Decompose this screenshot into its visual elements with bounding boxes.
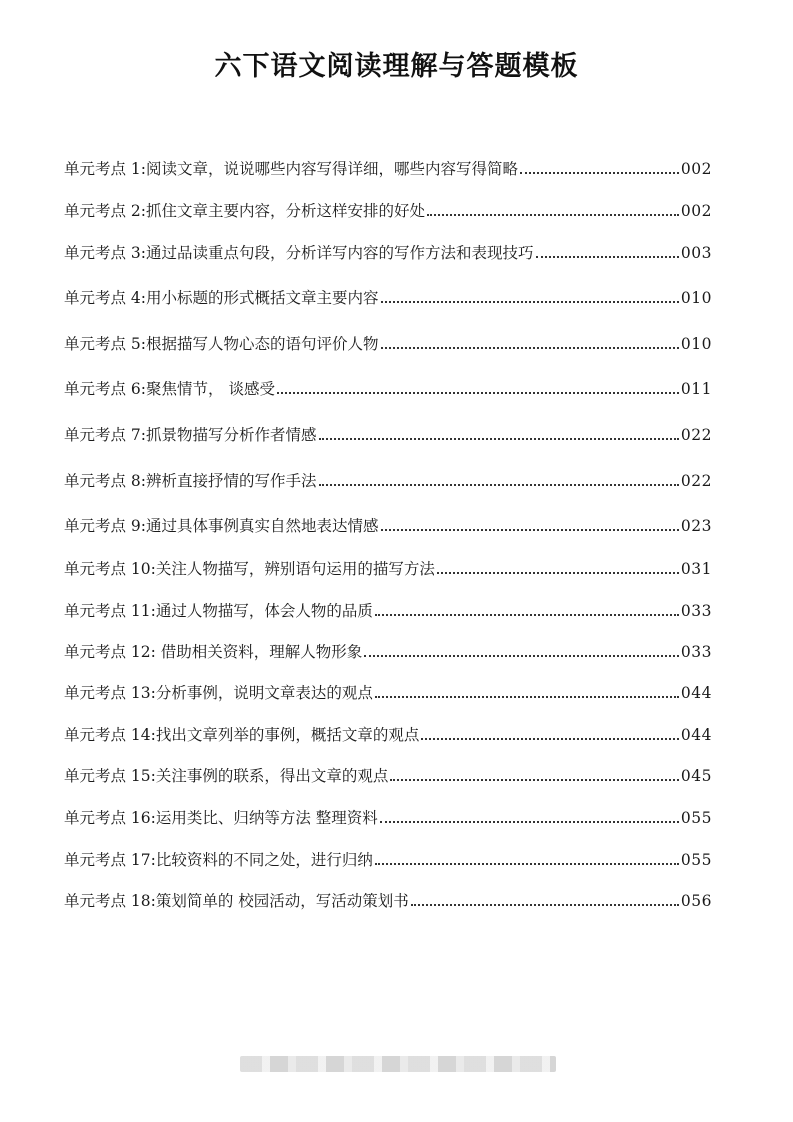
toc-page-number: 033 (680, 602, 712, 620)
toc-dot-leader (390, 765, 679, 781)
toc-entry[interactable] (64, 765, 712, 787)
toc-dot-leader (437, 558, 679, 574)
toc-entry-label: 单元考点 10:关注人物描写，辨别语句运用的描写方法 (64, 560, 435, 578)
toc-entry-label: 单元考点 4:用小标题的形式概括文章主要内容 (64, 289, 379, 307)
toc-dot-leader (364, 641, 679, 657)
toc-page-number: 010 (680, 289, 712, 307)
toc-dot-leader (277, 378, 679, 394)
toc-entry-label: 单元考点 1:阅读文章，说说哪些内容写得详细，哪些内容写得简略 (64, 160, 519, 178)
toc-entry[interactable] (64, 724, 712, 746)
toc-dot-leader (380, 807, 679, 823)
toc-entry-label: 单元考点 9:通过具体事例真实自然地表达情感 (64, 517, 379, 535)
toc-entry-label: 单元考点 6:聚焦情节， 谈感受 (64, 380, 275, 398)
toc-entry[interactable] (64, 807, 712, 829)
toc-page-number: 023 (680, 517, 712, 535)
toc-page-number: 011 (680, 380, 712, 398)
toc-page-number: 022 (680, 472, 712, 490)
page-title: 六下语文阅读理解与答题模板 (214, 51, 579, 82)
toc-entry-label: 单元考点 13:分析事例，说明文章表达的观点 (64, 684, 373, 702)
toc-page-number: 002 (680, 202, 712, 220)
toc-entry[interactable] (64, 158, 712, 180)
toc-entry-label: 单元考点 16:运用类比、归纳等方法 整理资料 (64, 809, 378, 827)
toc-dot-leader (375, 600, 679, 616)
toc-entry[interactable] (64, 849, 712, 871)
toc-page-number: 055 (680, 809, 712, 827)
toc-entry-label: 单元考点 8:辨析直接抒情的写作手法 (64, 472, 317, 490)
toc-page-number: 031 (680, 560, 712, 578)
toc-entry[interactable] (64, 424, 712, 446)
toc-entry[interactable] (64, 470, 712, 492)
toc-entry-label: 单元考点 5:根据描写人物心态的语句评价人物 (64, 335, 379, 353)
toc-dot-leader (411, 890, 679, 906)
toc-entry[interactable] (64, 242, 712, 264)
toc-page-number: 003 (680, 244, 712, 262)
toc-dot-leader (381, 515, 679, 531)
toc-entry-label: 单元考点 3:通过品读重点句段，分析详写内容的写作方法和表现技巧 (64, 244, 534, 262)
toc-entry[interactable] (64, 378, 712, 400)
toc-page-number: 044 (680, 684, 712, 702)
toc-dot-leader (375, 849, 679, 865)
toc-dot-leader (381, 287, 679, 303)
toc-entry[interactable] (64, 333, 712, 355)
toc-page-number: 044 (680, 726, 712, 744)
toc-entry[interactable] (64, 641, 712, 663)
toc-entry[interactable] (64, 200, 712, 222)
toc-dot-leader (536, 242, 679, 258)
toc-page-number: 033 (680, 643, 712, 661)
toc-entry[interactable] (64, 558, 712, 580)
footer-watermark (240, 1056, 556, 1072)
toc-entry-label: 单元考点 11:通过人物描写，体会人物的品质 (64, 602, 373, 620)
toc-dot-leader (427, 200, 679, 216)
toc-entry-label: 单元考点 17:比较资料的不同之处，进行归纳 (64, 851, 373, 869)
toc-entry[interactable] (64, 515, 712, 537)
toc-dot-leader (319, 470, 679, 486)
toc-entry-label: 单元考点 15:关注事例的联系，得出文章的观点 (64, 767, 389, 785)
toc-entry[interactable] (64, 287, 712, 309)
toc-page-number: 045 (680, 767, 712, 785)
toc-entry-label: 单元考点 12: 借助相关资料，理解人物形象 (64, 643, 363, 661)
toc-dot-leader (375, 682, 679, 698)
toc-page-number: 010 (680, 335, 712, 353)
toc-dot-leader (421, 724, 679, 740)
toc-dot-leader (520, 158, 679, 174)
toc-entry-label: 单元考点 2:抓住文章主要内容，分析这样安排的好处 (64, 202, 426, 220)
toc-dot-leader (319, 424, 679, 440)
toc-entry-label: 单元考点 18:策划简单的 校园活动，写活动策划书 (64, 892, 409, 910)
toc-page-number: 002 (680, 160, 712, 178)
toc-entry[interactable] (64, 682, 712, 704)
toc-page-number: 022 (680, 426, 712, 444)
toc-entry[interactable] (64, 600, 712, 622)
toc-entry-label: 单元考点 14:找出文章列举的事例，概括文章的观点 (64, 726, 420, 744)
toc-page-number: 055 (680, 851, 712, 869)
toc-page-number: 056 (680, 892, 712, 910)
toc-entry[interactable] (64, 890, 712, 912)
toc-entry-label: 单元考点 7:抓景物描写分析作者情感 (64, 426, 317, 444)
toc-dot-leader (381, 333, 679, 349)
